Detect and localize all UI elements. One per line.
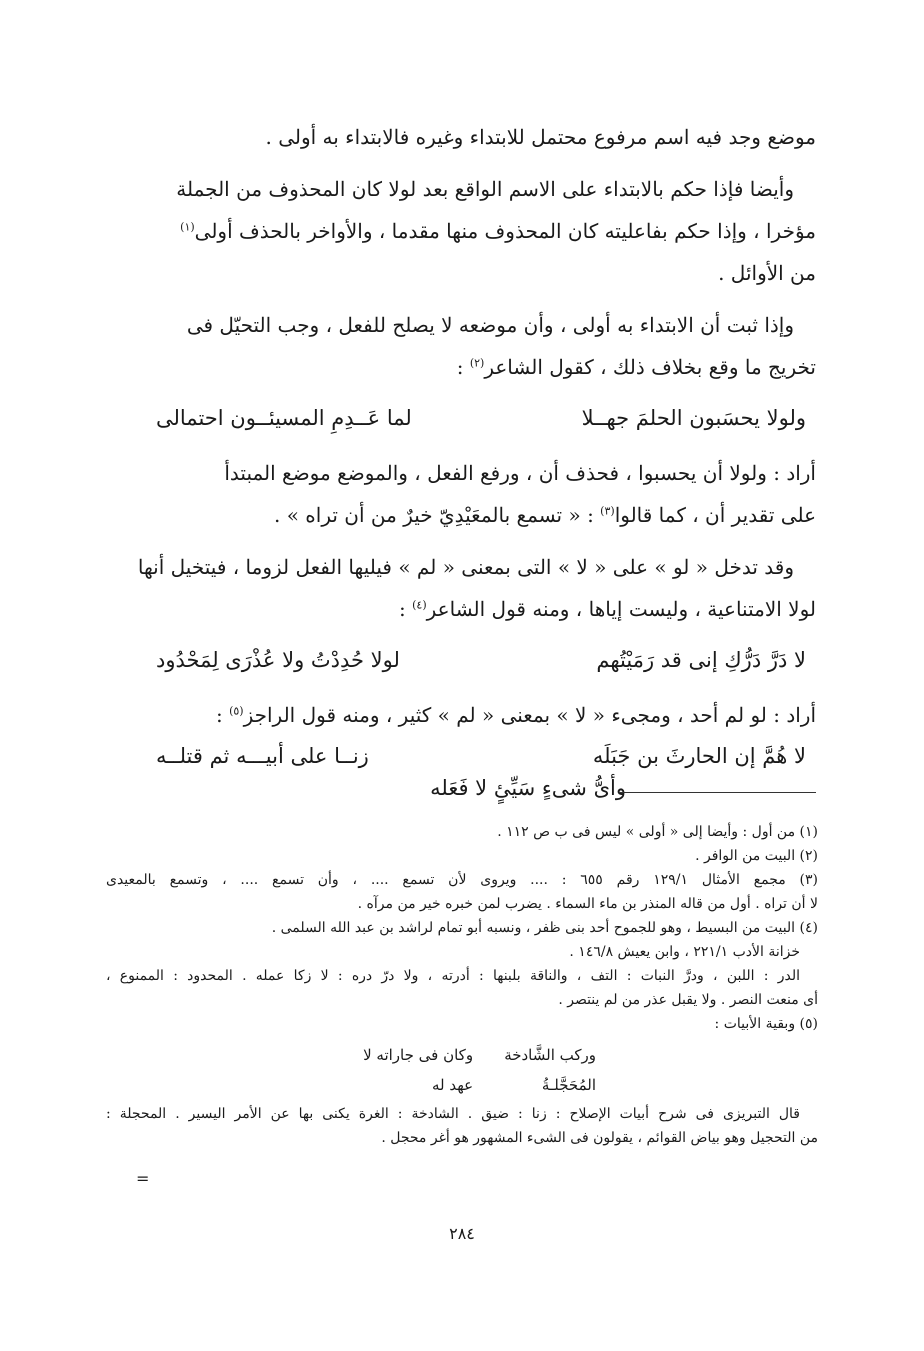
footnote-5: (٥) وبقية الأبيات :	[714, 1016, 818, 1032]
text-segment: تخريج ما وقع بخلاف ذلك ، كقول الشاعر	[484, 355, 816, 379]
footnote-4: (٤) البيت من البسيط ، وهو للجموح أحد بنى ظفر ، ونسبه أبو تمام لراشد بن عبد الله السلمى .	[271, 920, 818, 936]
continuation-mark: =	[136, 1169, 150, 1188]
footnote-mark: (٥)	[229, 704, 244, 718]
footnote-1: (١) من أول : وأيضا إلى « أولى » ليس فى ب ص ١١٢ .	[497, 824, 818, 840]
verse-1	[108, 398, 816, 438]
text-line: وأيضا فإذا حكم بالابتداء على الاسم الواقع بعد لولا كان المحذوف من الجملة	[176, 177, 794, 201]
footnote-mark: (١)	[180, 220, 195, 234]
text-segment: لولا الامتناعية ، وليست إياها ، ومنه قول الشاعر	[426, 597, 816, 621]
verse-first-hemistich: ولولا يحسَبون الحلمَ جهــلا	[581, 406, 806, 430]
text-line	[108, 588, 816, 630]
text-segment: على تقدير أن ، كما قالوا	[614, 503, 816, 527]
footnote-5-commentary-continued: من التحجيل وهو بياض القوائم ، يقولون فى الشىء المشهور هو أغر محجل .	[381, 1130, 818, 1146]
text-line: أراد : ولولا أن يحسبوا ، فحذف أن ، ورفع الفعل ، والموضع موضع المبتدأ	[224, 461, 816, 485]
footnote-3-continued: لا أن تراه . أول من قاله المنذر بن ماء السماء . يضرب لمن خبره خير من مرآه .	[357, 896, 818, 912]
footnote-mark: (٣)	[600, 504, 615, 518]
text-segment: :	[215, 703, 230, 727]
text-line: وإذا ثبت أن الابتداء به أولى ، وأن موضعه لا يصلح للفعل ، وجب التحيّل فى	[186, 313, 794, 337]
text-line	[108, 694, 816, 736]
paragraph-4	[108, 452, 816, 536]
verse-second-hemistich: لولا حُدِدْتُ ولا عُذْرَى لِمَحْدُود	[156, 648, 400, 672]
footnote-separator	[620, 792, 816, 793]
text-segment: مؤخرا ، وإذا حكم بفاعليته كان المحذوف منها مقدما ، والأواخر بالحذف أولى	[194, 219, 816, 243]
footnote-4-gloss: الدر : اللبن ، ودرَّ النبات : التف ، والناقة بلبنها : أدرته ، ولا درّ دره : لا زكا عمله . المحدود : الممنوع ،	[106, 968, 800, 984]
paragraph-5	[108, 546, 816, 630]
text-line	[108, 346, 816, 388]
text-line	[108, 210, 816, 252]
verse-first-hemistich: لا هُمَّ إن الحارثَ بن جَبَلَه	[592, 744, 806, 768]
footnote-4-gloss-continued: أى منعت النصر . ولا يقبل عذر من لم ينتصر .	[558, 992, 818, 1008]
footnote-mark: (٤)	[412, 598, 427, 612]
main-text	[108, 116, 816, 806]
text-segment: أراد : لو لم أحد ، ومجىء « لا » بمعنى « لم » كثير ، ومنه قول الراجز	[243, 703, 816, 727]
footnote-mark: (٢)	[469, 356, 485, 370]
text-segment: : « تسمع بالمعَيْدِيّ خيرٌ من أن تراه » .	[274, 503, 601, 527]
text-line	[108, 494, 816, 536]
verse-first-hemistich: لا دَرَّ دَرُّكِ إنى قد رَمَيْتُهم	[596, 648, 806, 672]
footnote-5-commentary: قال التبريزى فى شرح أبيات الإصلاح : زنا : ضيق . الشادخة : الغرة يكنى بها عن الأمر اليسير . المحجلة :	[106, 1106, 800, 1122]
text-segment: :	[456, 355, 470, 379]
footnote-2: (٢) البيت من الوافر .	[695, 848, 818, 864]
verse-single-line: وأىُّ شىءٍ سَيِّئٍ لا فَعَله	[430, 776, 626, 800]
verse-first-hemistich: وركب الشَّادخة المُحَجَّلـةُ	[504, 1046, 596, 1094]
paragraph-3	[108, 304, 816, 388]
footnote-3: (٣) مجمع الأمثال ١٢٩/١ رقم ٦٥٥ : .... ويروى لأن تسمع .... ، وأن تسمع .... ، وتسمع بالمعيدى	[106, 872, 819, 888]
paragraph-2	[108, 168, 816, 294]
verse-second-hemistich: وكان فى جاراته لا عهد له	[363, 1046, 474, 1094]
verse-second-hemistich: لما عَــدِمِ المسيئــون احتمالى	[156, 406, 412, 430]
text-line: وقد تدخل « لو » على « لا » التى بمعنى « لم » فيليها الفعل لزوما ، فيتخيل أنها	[137, 555, 794, 579]
footnote-verse	[106, 1040, 818, 1100]
text-segment: :	[399, 597, 413, 621]
text-line: موضع وجد فيه اسم مرفوع محتمل للابتداء وغيره فالابتداء به أولى .	[265, 125, 816, 149]
footnotes	[106, 820, 818, 1150]
page-number: ٢٨٤	[449, 1224, 475, 1243]
verse-2	[108, 640, 816, 680]
paragraph-6	[108, 694, 816, 736]
paragraph-1	[108, 116, 816, 158]
footnote-4-source: خزانة الأدب ٢٢١/١ ، وابن يعيش ١٤٦/٨ .	[569, 944, 800, 960]
text-line: من الأوائل .	[718, 261, 816, 285]
verse-second-hemistich: زنــا على أبيـــه ثم قتلــه	[156, 744, 369, 768]
